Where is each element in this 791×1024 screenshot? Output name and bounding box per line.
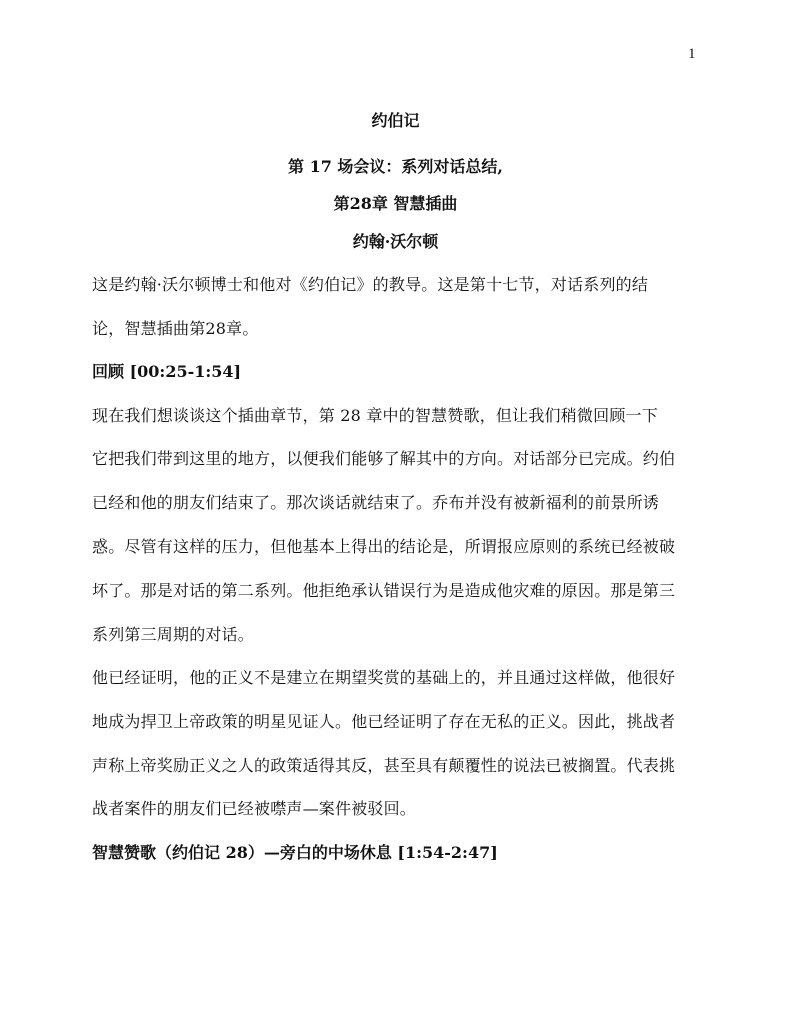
document-title: 约伯记 <box>371 111 420 130</box>
paragraph-line: 它把我们带到这里的地方，以便我们能够了解其中的方向。对话部分已完成。约伯 <box>92 449 676 468</box>
paragraph-line: 坏了。那是对话的第二系列。他拒绝承认错误行为是造成他灾难的原因。那是第三 <box>92 581 676 600</box>
paragraph-line: 已经和他的朋友们结束了。那次谈话就结束了。乔布并没有被新福利的前景所诱 <box>92 493 660 512</box>
section-heading-review: 回顾 [00:25-1:54] <box>92 362 242 381</box>
paragraph-line: 惑。尽管有这样的压力，但他基本上得出的结论是，所谓报应原则的系统已经被破 <box>92 537 676 556</box>
document-subtitle: 第 17 场会议：系列对话总结, <box>288 157 503 176</box>
paragraph-line: 系列第三周期的对话。 <box>92 625 255 644</box>
page-number: 1 <box>688 46 696 62</box>
chapter-title: 第28章 智慧插曲 <box>333 194 458 213</box>
paragraph-line: 现在我们想谈谈这个插曲章节，第 28 章中的智慧赞歌，但让我们稍微回顾一下 <box>92 406 658 425</box>
paragraph-line: 战者案件的朋友们已经被噤声—案件被驳回。 <box>92 799 417 818</box>
section-heading-wisdom-hymn: 智慧赞歌（约伯记 28）—旁白的中场休息 [1:54-2:47] <box>92 843 498 862</box>
paragraph-line: 地成为捍卫上帝政策的明星见证人。他已经证明了存在无私的正义。因此，挑战者 <box>92 712 676 731</box>
author-name: 约翰·沃尔顿 <box>352 232 439 251</box>
intro-line: 论，智慧插曲第28章。 <box>92 319 259 338</box>
paragraph-line: 声称上帝奖励正义之人的政策适得其反，甚至具有颠覆性的说法已被搁置。代表挑 <box>92 756 676 775</box>
paragraph-line: 他已经证明，他的正义不是建立在期望奖赏的基础上的，并且通过这样做，他很好 <box>92 668 676 687</box>
intro-line: 这是约翰·沃尔顿博士和他对《约伯记》的教导。这是第十七节，对话系列的结 <box>92 275 649 294</box>
